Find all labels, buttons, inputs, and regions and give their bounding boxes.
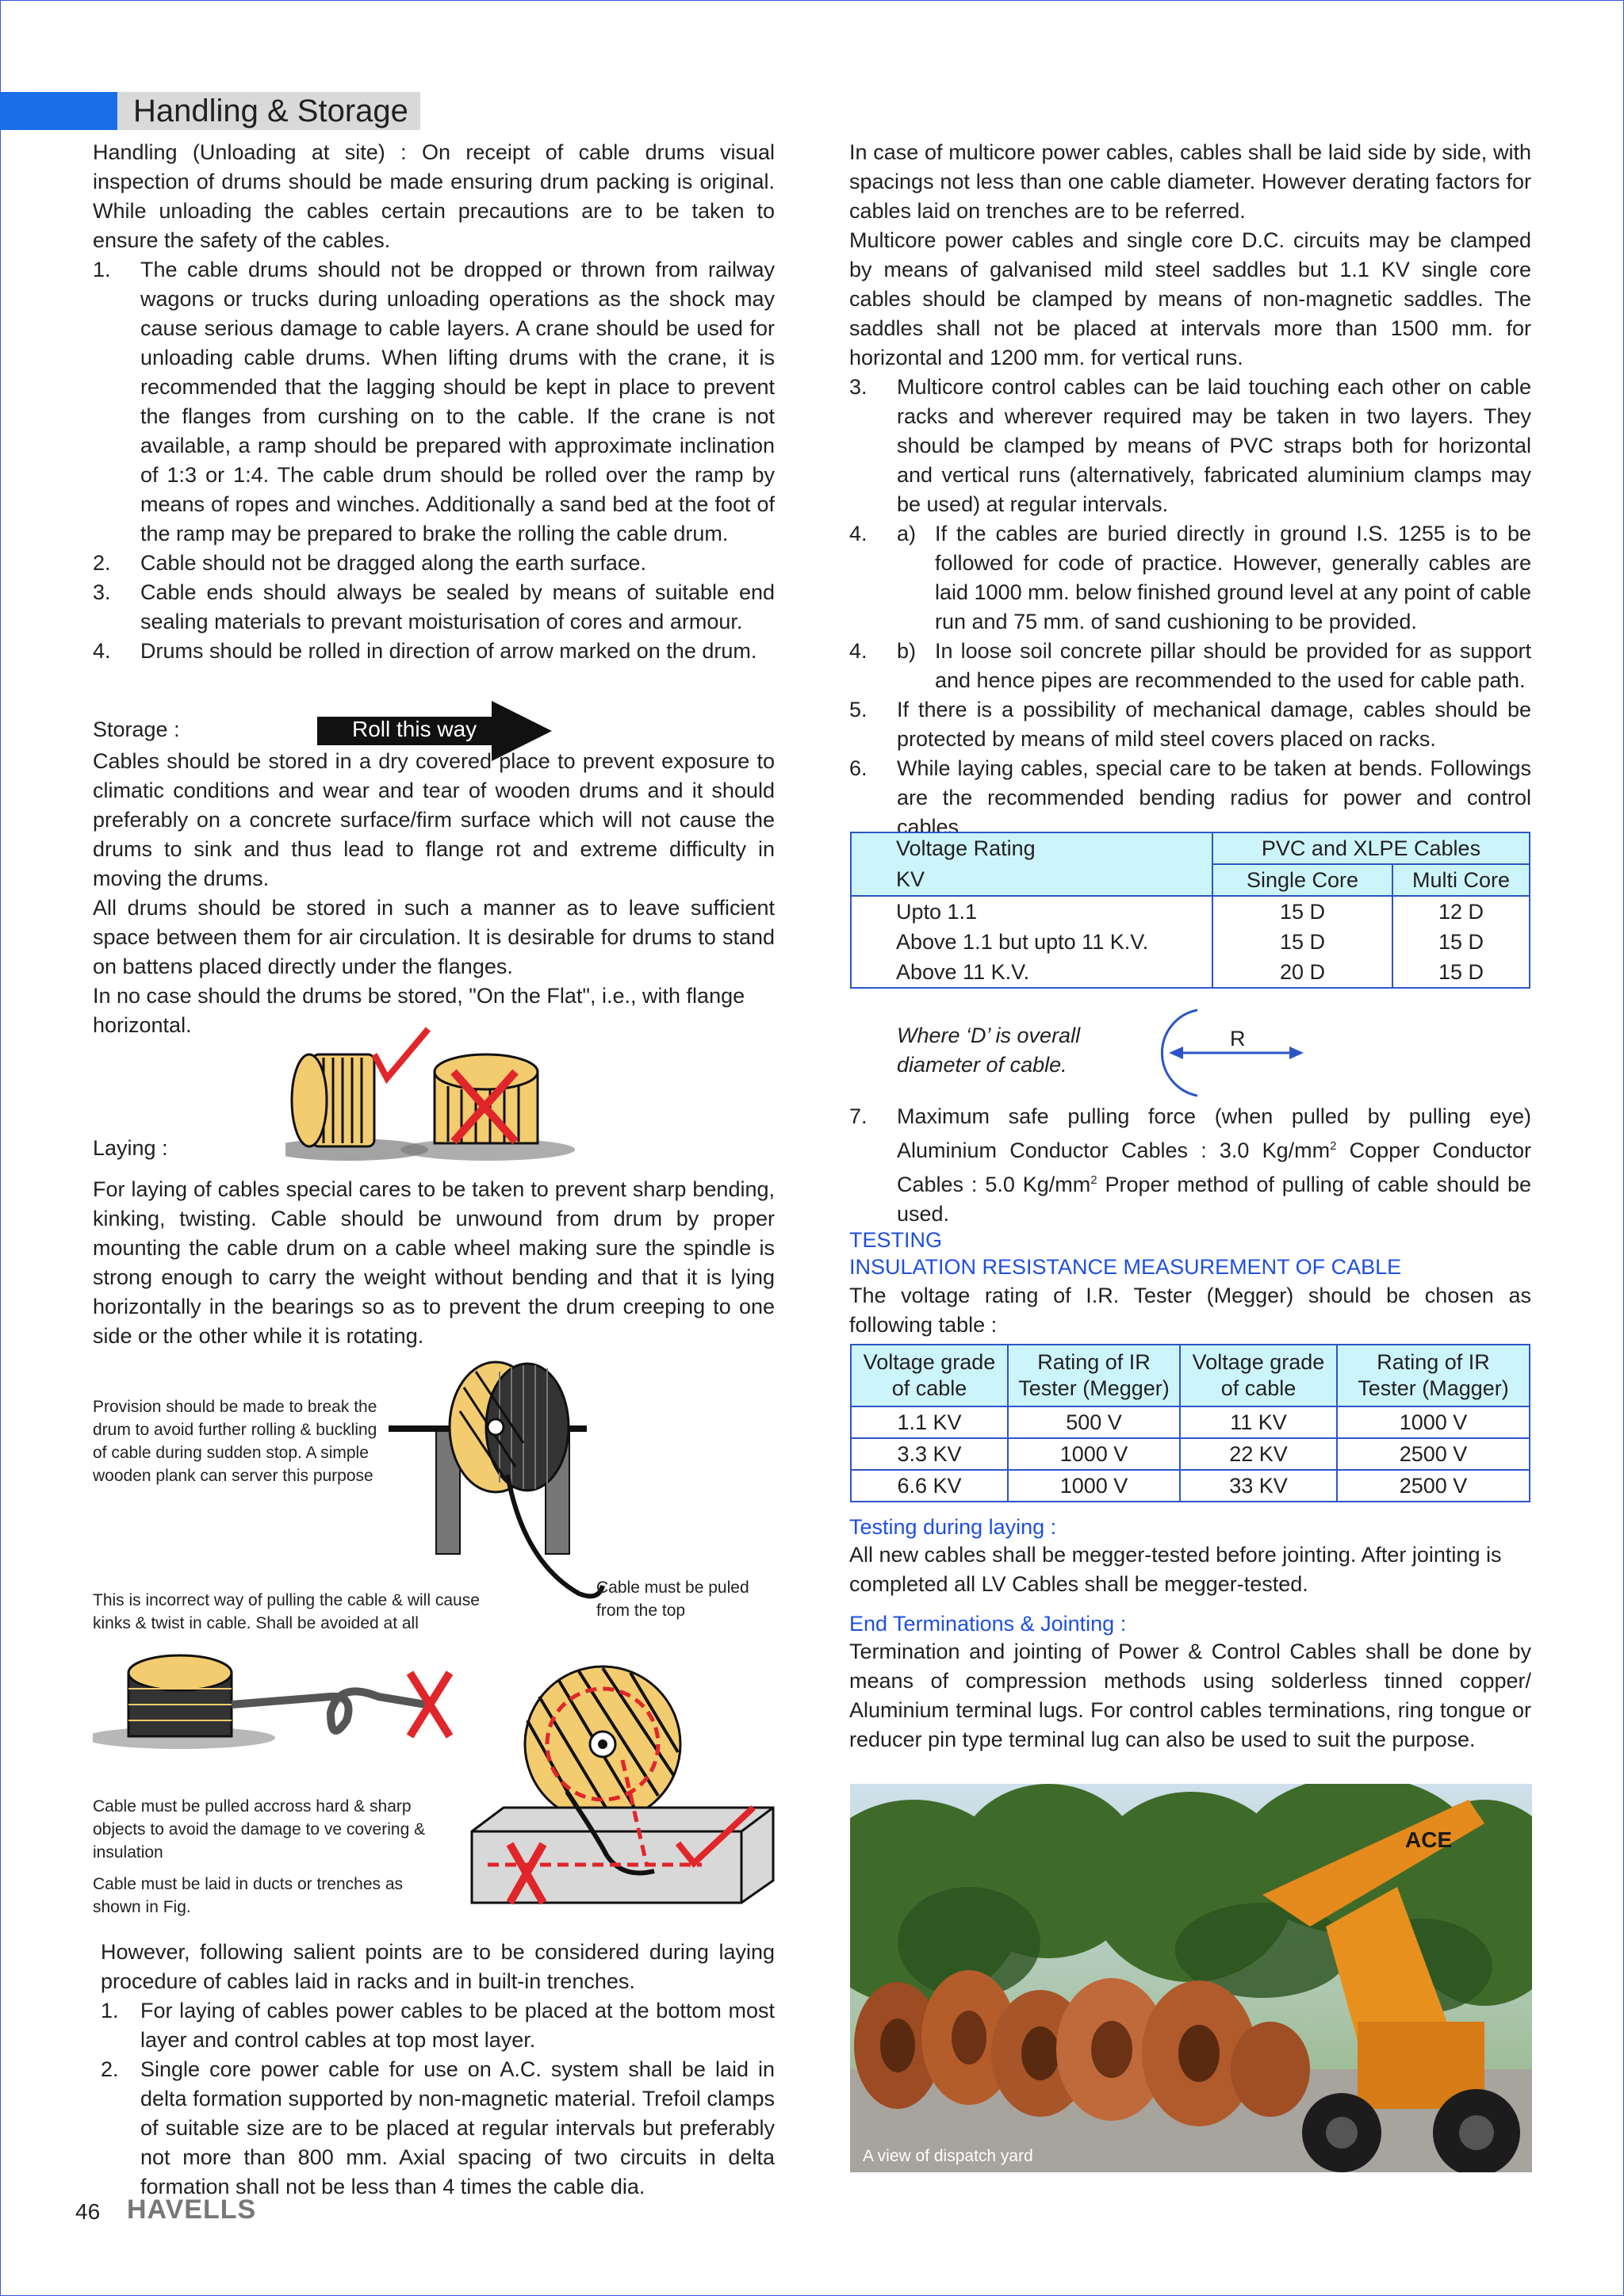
storage-para-3: In no case should the drums be stored, "On the Flat", i.e., with flange horizontal.: [93, 984, 745, 1037]
ir-cell: 22 KV: [1180, 1438, 1337, 1470]
incorrect-pulling-illustration: [93, 1641, 505, 1768]
list-number: 4.: [93, 639, 111, 663]
list-number: 5.: [849, 698, 868, 721]
list-number: 3.: [93, 580, 111, 604]
roll-this-way-label: Roll this way: [352, 717, 477, 741]
list-text: If there is a possibility of mechanical damage, cables should be protected by means of mild steel covers placed on racks.: [897, 698, 1531, 751]
bend-radius-icon: [1142, 1005, 1308, 1100]
d-note: Where ‘D’ is overall diameter of cable.: [897, 1024, 1081, 1077]
list-text: Multicore control cables can be laid touching each other on cable racks and wherever required may be taken in two layers. They should be clamped by means of PVC straps both for horizontal and vertical runs (alternatively, fabricated aluminium clamps may be used) at regular intervals.: [897, 375, 1531, 516]
caption-ducts: Cable must be laid in ducts or trenches as shown in Fig.: [93, 1875, 404, 1916]
bend-multi-cell: 15 D: [1392, 927, 1530, 957]
list-text: In loose soil concrete pillar should be provided for as support and hence pipes are recommended to the used for cable path.: [935, 639, 1531, 692]
right-list-item: [849, 373, 1531, 519]
ir-heading: INSULATION RESISTANCE MEASUREMENT OF CABLE: [849, 1255, 1402, 1279]
trench-drum-illustration: [464, 1665, 781, 1919]
handling-item: [93, 578, 775, 637]
caption-pull-top: Cable must be puled from the top: [596, 1578, 749, 1620]
brand-logo: HAVELLS: [127, 2195, 257, 2225]
list-text: Cable should not be dragged along the earth surface.: [140, 551, 646, 575]
testing-heading: TESTING: [849, 1228, 943, 1252]
ir-cell: 500 V: [1008, 1406, 1180, 1438]
end-terminations-text: Termination and jointing of Power & Control Cables shall be done by means of compression methods using solderless tinned copper/ Aluminium terminal lugs. For control cables terminations, ring tongue or reducer pin type terminal lug can also be used to suit the purpose.: [849, 1640, 1531, 1751]
item-7-text: [897, 1102, 1531, 1229]
ir-tester-table: [850, 1344, 1530, 1502]
list-number: 1.: [93, 258, 111, 281]
bend-header-voltage: Voltage Rating: [851, 832, 1212, 864]
ir-cell: 2500 V: [1337, 1470, 1530, 1502]
bend-single-cell: 15 D: [1212, 896, 1392, 927]
ir-cell: 1000 V: [1008, 1438, 1180, 1470]
testing-laying-text: All new cables shall be megger-tested before jointing. After jointing is completed all LV Cables shall be megger-tested.: [849, 1543, 1502, 1596]
list-text: While laying cables, special care to be taken at bends. Followings are the recommended bending radius for power and control cables.: [897, 756, 1531, 839]
caption-sharp: Cable must be pulled accross hard & sharp objects to avoid the damage to ve covering & insulation: [93, 1797, 426, 1862]
bend-voltage-cell: Above 11 K.V.: [851, 957, 1212, 988]
list-number: 4.: [849, 639, 868, 663]
salient-item: [101, 2055, 775, 2202]
ir-cell: 3.3 KV: [851, 1438, 1008, 1470]
item-7-part-e: Proper method of pulling of cable should be used.: [897, 1173, 1531, 1226]
right-para-2: Multicore power cables and single core D.C. circuits may be clamped by means of galvanised mild steel saddles but 1.1 KV single core cables should be clamped by means of non-magnetic saddles. The saddles shall not be placed at intervals more than 1500 mm. for horizontal and 1200 mm. for vertical runs.: [849, 228, 1531, 369]
salient-list: [101, 1996, 775, 2202]
ir-header-3: Voltage grade of cable: [1180, 1345, 1337, 1406]
testing-laying-heading: Testing during laying :: [849, 1515, 1057, 1539]
bend-voltage-cell: Upto 1.1: [851, 896, 1212, 927]
handling-item: [93, 255, 775, 549]
list-number: 6.: [849, 756, 868, 780]
cable-wheel-illustration: [389, 1356, 619, 1617]
table-row: [851, 1438, 1530, 1470]
ir-cell: 11 KV: [1180, 1406, 1337, 1438]
handling-intro-text: On receipt of cable drums visual inspection of drums should be made ensuring drum packing is original. While unloading the cables certain precautions are to be taken to ensure the safety of the cables.: [93, 140, 775, 252]
dispatch-yard-photo: [850, 1784, 1532, 2172]
item-7-part-a: Maximum safe pulling force (when pulled by pulling eye) Aluminium Conductor Cables : 3.0 Kg/mm: [897, 1104, 1531, 1162]
bend-header-multi: Multi Core: [1392, 864, 1530, 896]
table-row: [851, 896, 1530, 927]
end-terminations-heading: End Terminations & Jointing :: [849, 1612, 1127, 1636]
page-number: 46: [75, 2199, 101, 2224]
photo-caption: A view of dispatch yard: [863, 2147, 1033, 2165]
list-number: 1.: [101, 1999, 119, 2022]
storage-heading: Storage :: [93, 718, 180, 741]
bend-header-group: PVC and XLPE Cables: [1212, 832, 1530, 864]
ir-cell: 1000 V: [1337, 1406, 1530, 1438]
list-number: 3.: [849, 375, 868, 399]
list-sub-letter: a): [897, 522, 917, 545]
ir-header-1: Voltage grade of cable: [851, 1345, 1008, 1406]
salient-item: [101, 1996, 775, 2055]
handling-list: [93, 255, 775, 666]
table-row: [851, 927, 1530, 957]
list-text: Single core power cable for use on A.C. system shall be laid in delta formation supported by non-magnetic material. Trefoil clamps of suitable size are to be placed at regular intervals but preferably not more than 800 mm. Axial spacing of two circuits in delta formation shall not be less than 4 times the cable dia.: [140, 2057, 775, 2198]
bend-voltage-cell: Above 1.1 but upto 11 K.V.: [851, 927, 1212, 957]
caption-incorrect: This is incorrect way of pulling the cable & will cause kinks & twist in cable. Shall be avoided at all: [93, 1591, 480, 1632]
bend-multi-cell: 12 D: [1392, 896, 1530, 927]
page-title: Handling & Storage: [117, 92, 420, 130]
right-list: [849, 373, 1531, 842]
salient-section: [101, 1938, 775, 2202]
right-list-item: [849, 637, 1531, 695]
bending-radius-table: [850, 832, 1530, 989]
header-accent-bar: [0, 92, 117, 130]
list-sub-letter: b): [897, 639, 917, 663]
ir-cell: 33 KV: [1180, 1470, 1337, 1502]
list-text: If the cables are buried directly in ground I.S. 1255 is to be followed for code of practice. However, generally cables are laid 1000 mm. below finished ground level at any point of cable run and 75 mm. of sand cushioning to be provided.: [935, 522, 1531, 633]
drum-storage-illustration: [285, 1023, 579, 1165]
item-7-sup-2: 2: [1090, 1173, 1097, 1187]
ir-cell: 6.6 KV: [851, 1470, 1008, 1502]
laying-para: For laying of cables special cares to be taken to prevent sharp bending, kinking, twisting. Cable should be unwound from drum by proper mounting the cable drum on a cable wheel making sure the spindle is strong enough to carry the weight without bending and that it is lying horizontally in the bearings so as to prevent the drum creeping to one side or the other while it is rotating.: [93, 1177, 775, 1348]
left-column-top: [93, 138, 775, 666]
list-number: 2.: [93, 551, 111, 575]
list-text: The cable drums should not be dropped or thrown from railway wagons or trucks during unloading operations as the shock may cause serious damage to cable layers. A crane should be used for unloading cable drums. When lifting drums with the crane, it is recommended that the lagging should be kept in place to prevent the flanges from curshing on to the cable. If the crane is not available, a ramp should be prepared with approximate inclination of 1:3 or 1:4. The cable drum should be rolled over the ramp by means of ropes and winches. Additionally a sand bed at the foot of the ramp may be prepared to brake the rolling the cable drum.: [140, 258, 775, 545]
caption-provision: Provision should be made to break the drum to avoid further rolling & buckling of cable during sudden stop. A simple wooden plank can server this purpose: [93, 1398, 377, 1485]
right-para-1: In case of multicore power cables, cables shall be laid side by side, with spacings not less than one cable diameter. However derating factors for cables laid on trenches are to be referred.: [849, 140, 1531, 223]
bend-single-cell: 15 D: [1212, 927, 1392, 957]
r-label: R: [1230, 1027, 1246, 1050]
handling-intro: [93, 138, 775, 255]
storage-para-2: All drums should be stored in such a manner as to leave sufficient space between them for air circulation. It is desirable for drums to stand on battens placed directly under the flanges.: [93, 896, 775, 978]
right-list-item: [849, 519, 1531, 637]
bend-single-cell: 20 D: [1212, 957, 1392, 988]
item-7: [849, 1102, 1531, 1229]
table-row: [851, 957, 1530, 988]
list-text: Drums should be rolled in direction of arrow marked on the drum.: [140, 639, 757, 663]
handling-item: [93, 637, 775, 666]
item-7-part-c: Copper Conductor Cables : 5.0 Kg/mm: [897, 1138, 1531, 1196]
right-list-item: [849, 754, 1531, 842]
ir-header-4: Rating of IR Tester (Magger): [1337, 1345, 1530, 1406]
ir-cell: 1.1 KV: [851, 1406, 1008, 1438]
ir-cell: 1000 V: [1008, 1470, 1180, 1502]
ir-cell: 2500 V: [1337, 1438, 1530, 1470]
bend-multi-cell: 15 D: [1392, 957, 1530, 988]
item-7-sup-1: 2: [1330, 1139, 1337, 1153]
storage-text: [93, 747, 775, 1040]
item-7-number: 7.: [849, 1104, 868, 1128]
handling-item: [93, 549, 775, 578]
handling-lead: Handling (Unloading at site) :: [93, 140, 407, 164]
salient-intro: However, following salient points are to be considered during laying procedure of cables laid in racks and in built-in trenches.: [101, 1940, 775, 1993]
list-number: 2.: [101, 2057, 119, 2081]
bend-header-kv: KV: [851, 864, 1212, 896]
right-column-top: [849, 138, 1531, 842]
ir-intro: The voltage rating of I.R. Tester (Megger) should be chosen as following table :: [849, 1284, 1531, 1337]
table-row: [851, 1470, 1530, 1502]
right-list-item: [849, 695, 1531, 754]
list-text: For laying of cables power cables to be placed at the bottom most layer and control cables at top most layer.: [140, 1999, 775, 2052]
list-text: Cable ends should always be sealed by means of suitable end sealing materials to prevant moisturisation of cores and armour.: [140, 580, 775, 633]
storage-para-1: Cables should be stored in a dry covered place to prevent exposure to climatic conditions and wear and tear of wooden drums and it should preferably on a concrete surface/firm surface which will not cause the drums to sink and thus lead to flange rot and extreme difficulty in moving the drums.: [93, 749, 775, 890]
bend-header-single: Single Core: [1212, 864, 1392, 896]
ir-header-2: Rating of IR Tester (Megger): [1008, 1345, 1180, 1406]
laying-heading: Laying :: [93, 1136, 168, 1160]
table-row: [851, 1406, 1530, 1438]
crane-logo-text: ACE: [1405, 1827, 1453, 1852]
list-number: 4.: [849, 522, 868, 545]
